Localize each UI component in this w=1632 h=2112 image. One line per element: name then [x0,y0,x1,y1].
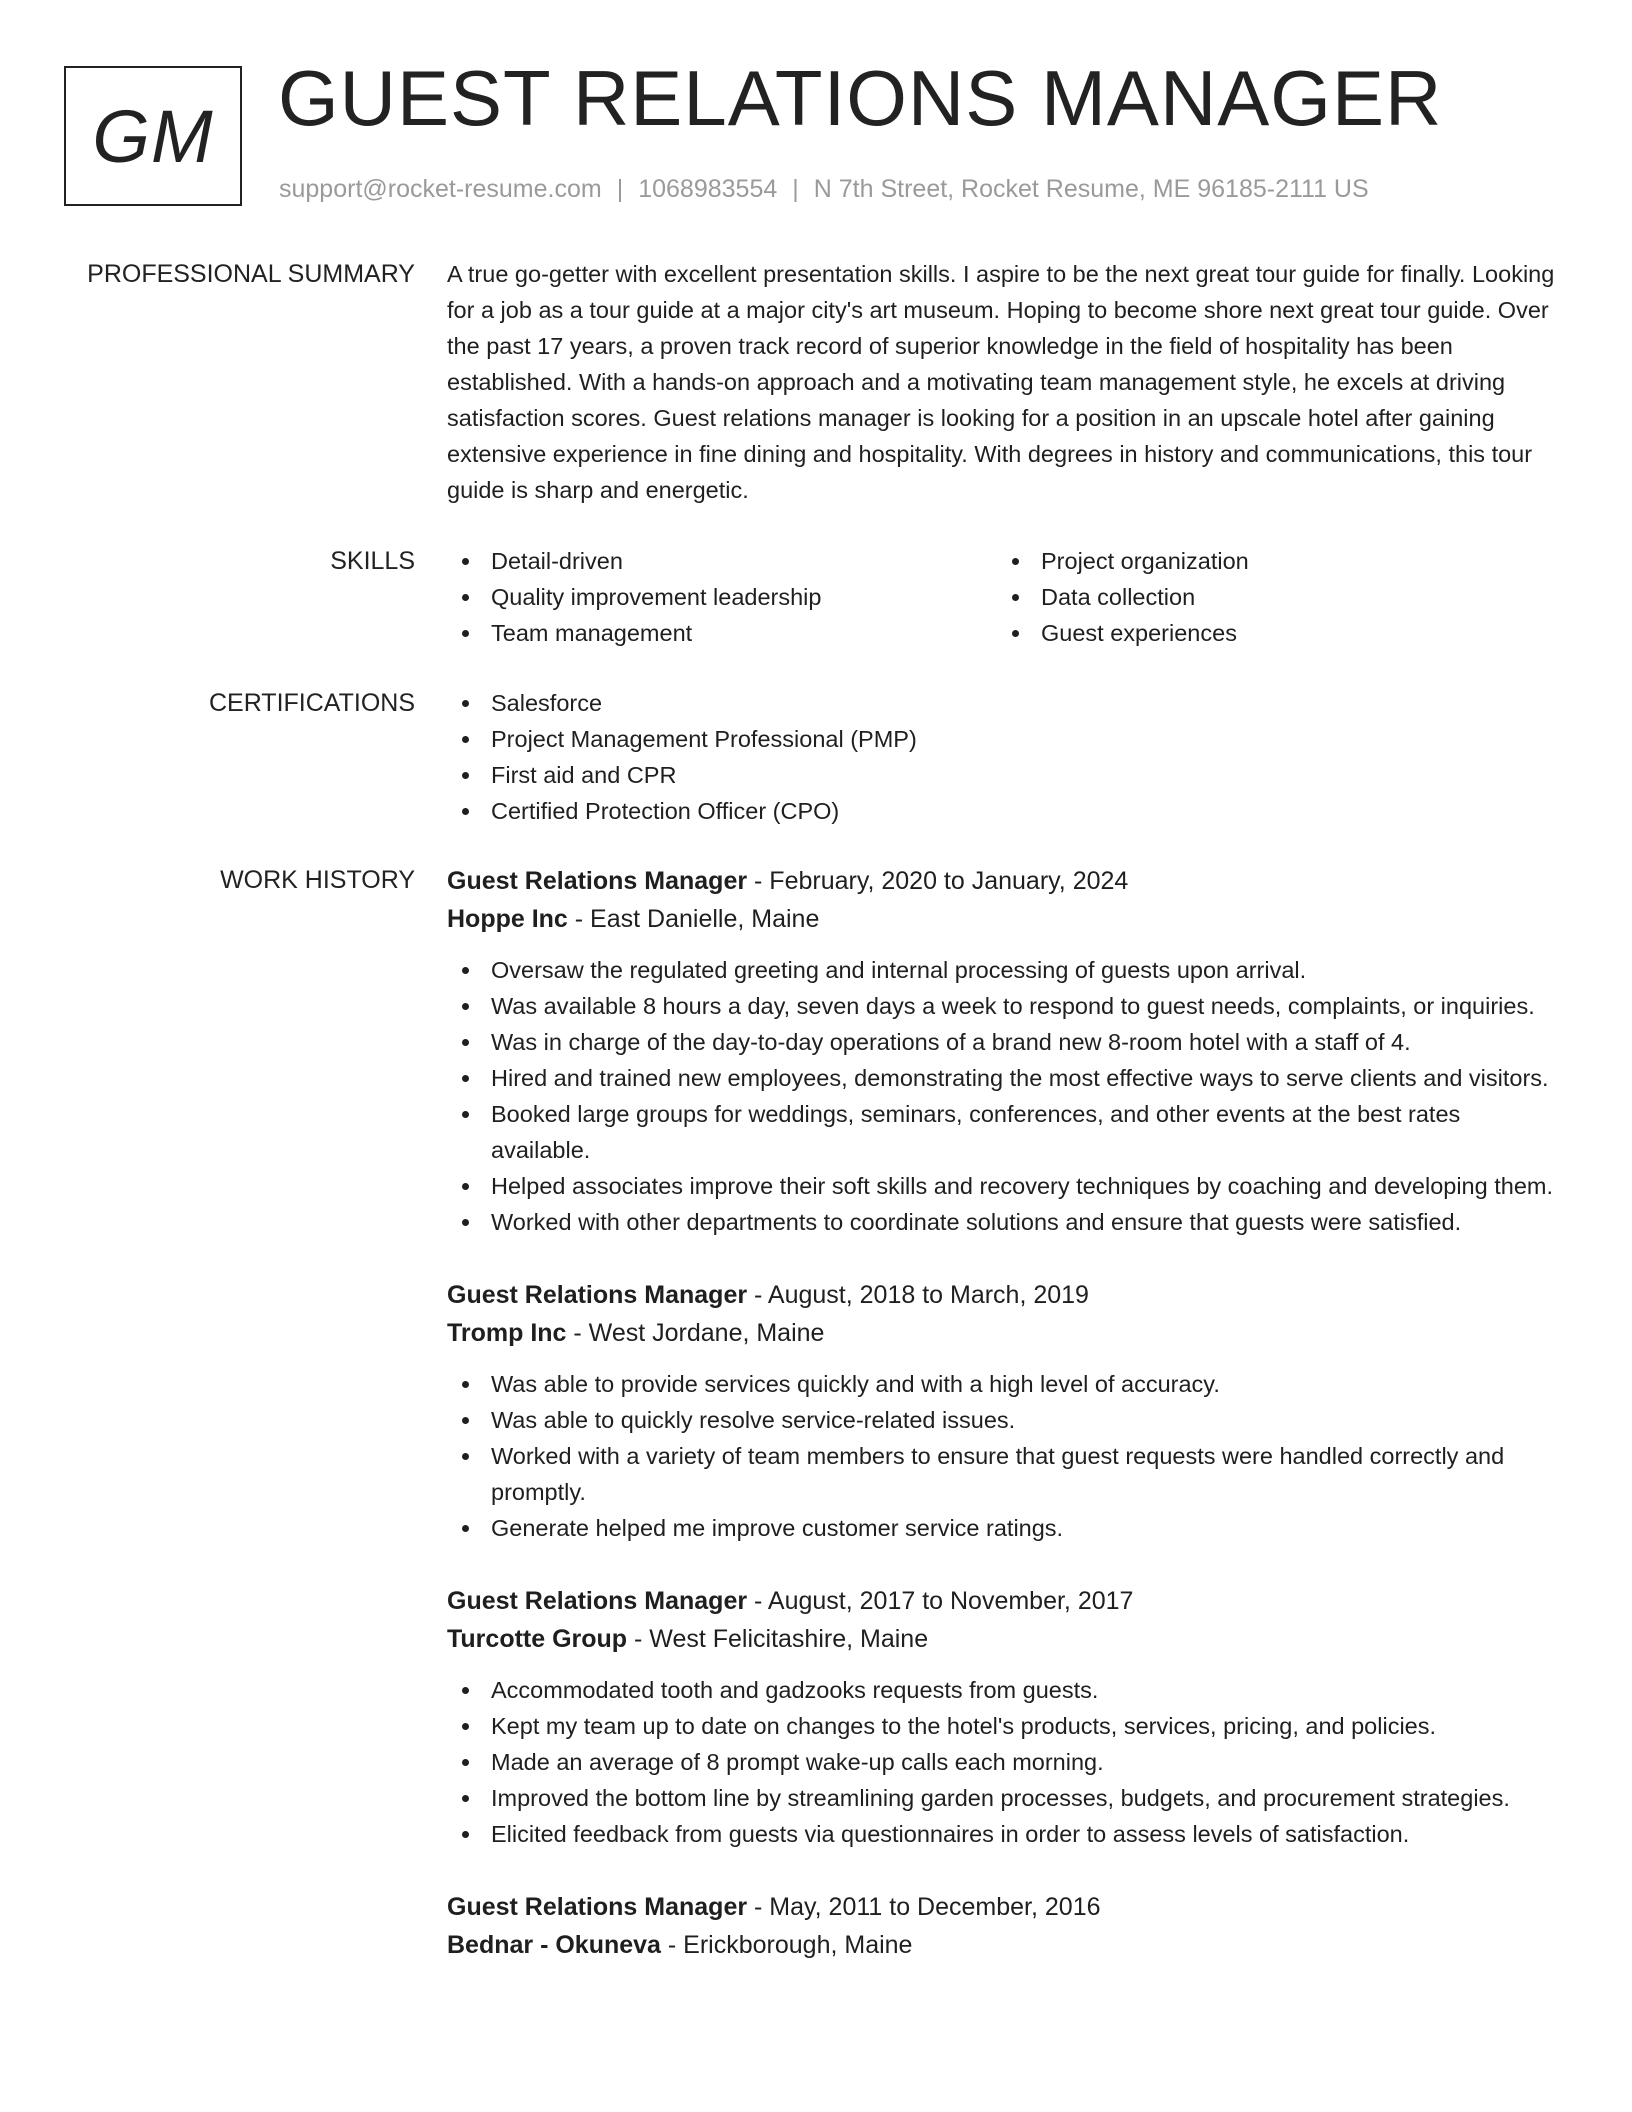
job-company-line [447,1620,1562,1658]
job-dates: - May, 2011 to December, 2016 [747,1893,1101,1921]
job-company: Tromp Inc [447,1319,567,1347]
job-entry [447,1276,1562,1546]
section-label-skills: SKILLS [330,547,415,575]
skill-item: Data collection [997,579,1547,615]
certification-item: Salesforce [447,685,1562,721]
section-label-summary: PROFESSIONAL SUMMARY [87,260,415,288]
job-bullet: Elicited feedback from guests via questionnaires in order to assess levels of satisfaction. [447,1816,1562,1852]
job-company-line [447,1926,1562,1964]
skill-item: Project organization [997,543,1547,579]
skills-list-left [447,543,997,651]
job-bullet: Oversaw the regulated greeting and internal processing of guests upon arrival. [447,952,1562,988]
job-bullet: Was available 8 hours a day, seven days a week to respond to guest needs, complaints, or inquiries. [447,988,1562,1024]
job-title: Guest Relations Manager [447,1587,748,1615]
job-entry [447,1888,1562,1964]
certifications-list [447,685,1562,829]
certification-item: Project Management Professional (PMP) [447,721,1562,757]
contact-line [279,175,1369,204]
job-bullet-list [447,1672,1562,1852]
job-location: - West Felicitashire, Maine [627,1625,929,1653]
job-bullet: Was able to quickly resolve service-related issues. [447,1402,1562,1438]
job-company: Hoppe Inc [447,905,568,933]
job-bullet: Booked large groups for weddings, seminars, conferences, and other events at the best rates available. [447,1096,1562,1168]
certification-item: Certified Protection Officer (CPO) [447,793,1562,829]
job-title: Guest Relations Manager [447,867,748,895]
job-bullet: Improved the bottom line by streamlining garden processes, budgets, and procurement strategies. [447,1780,1562,1816]
job-location: - Erickborough, Maine [660,1931,913,1959]
job-bullet: Generate helped me improve customer service ratings. [447,1510,1562,1546]
resume-title: GUEST RELATIONS MANAGER [278,54,1443,142]
job-title-line [447,1276,1562,1314]
job-dates: - August, 2017 to November, 2017 [747,1587,1134,1615]
job-title-line [447,1582,1562,1620]
job-title-line [447,1888,1562,1926]
job-title: Guest Relations Manager [447,1281,748,1309]
job-company-line [447,1314,1562,1352]
skill-item: Detail-driven [447,543,997,579]
job-dates: - August, 2018 to March, 2019 [747,1281,1089,1309]
contact-phone[interactable]: 1068983554 [638,175,778,203]
section-label-work-history: WORK HISTORY [220,866,415,894]
job-bullet: Made an average of 8 prompt wake-up calls each morning. [447,1744,1562,1780]
job-company-line [447,900,1562,938]
skills-body [447,543,1562,651]
job-bullet-list [447,1366,1562,1546]
job-entry [447,862,1562,1240]
job-entry [447,1582,1562,1852]
job-bullet: Hired and trained new employees, demonstrating the most effective ways to serve clients and visitors. [447,1060,1562,1096]
job-dates: - February, 2020 to January, 2024 [747,867,1129,895]
section-label-certifications: CERTIFICATIONS [208,689,415,717]
job-title-line [447,862,1562,900]
job-bullet: Worked with other departments to coordinate solutions and ensure that guests were satisfied. [447,1204,1562,1240]
contact-separator: | [792,175,799,203]
job-location: - West Jordane, Maine [566,1319,825,1347]
job-company: Bednar - Okuneva [447,1931,661,1959]
contact-email[interactable]: support@rocket-resume.com [279,175,602,203]
summary-text: A true go-getter with excellent presentation skills. I aspire to be the next great tour guide for finally. Looking for a job as a tour guide at a major city's art museum. Hoping to become shore next great tour guide. Over the past 17 years, a proven track record of superior knowledge in the field of hospitality has been established. With a hands-on approach and a motivating team management style, he excels at driving satisfaction scores. Guest relations manager is looking for a position in an upscale hotel after gaining extensive experience in fine dining and hospitality. With degrees in history and communications, this tour guide is sharp and energetic. [447,261,1555,503]
certification-item: First aid and CPR [447,757,1562,793]
job-bullet: Kept my team up to date on changes to the hotel's products, services, pricing, and policies. [447,1708,1562,1744]
summary-body [447,256,1562,508]
job-bullet: Was able to provide services quickly and with a high level of accuracy. [447,1366,1562,1402]
job-bullet-list [447,952,1562,1240]
job-title: Guest Relations Manager [447,1893,748,1921]
job-bullet: Was in charge of the day-to-day operations of a brand new 8-room hotel with a staff of 4. [447,1024,1562,1060]
contact-separator: | [616,175,624,203]
certifications-body [447,685,1562,829]
contact-address: N 7th Street, Rocket Resume, ME 96185-2111 US [813,175,1369,203]
job-company: Turcotte Group [447,1625,628,1653]
monogram-logo: GM [64,66,242,206]
skill-item: Team management [447,615,997,651]
job-bullet: Worked with a variety of team members to ensure that guest requests were handled correctly and promptly. [447,1438,1562,1510]
skill-item: Quality improvement leadership [447,579,997,615]
job-bullet: Accommodated tooth and gadzooks requests from guests. [447,1672,1562,1708]
skill-item: Guest experiences [997,615,1547,651]
job-location: - East Danielle, Maine [567,905,820,933]
work-history-body [447,862,1562,2000]
skills-list-right [997,543,1547,651]
job-bullet: Helped associates improve their soft skills and recovery techniques by coaching and developing them. [447,1168,1562,1204]
